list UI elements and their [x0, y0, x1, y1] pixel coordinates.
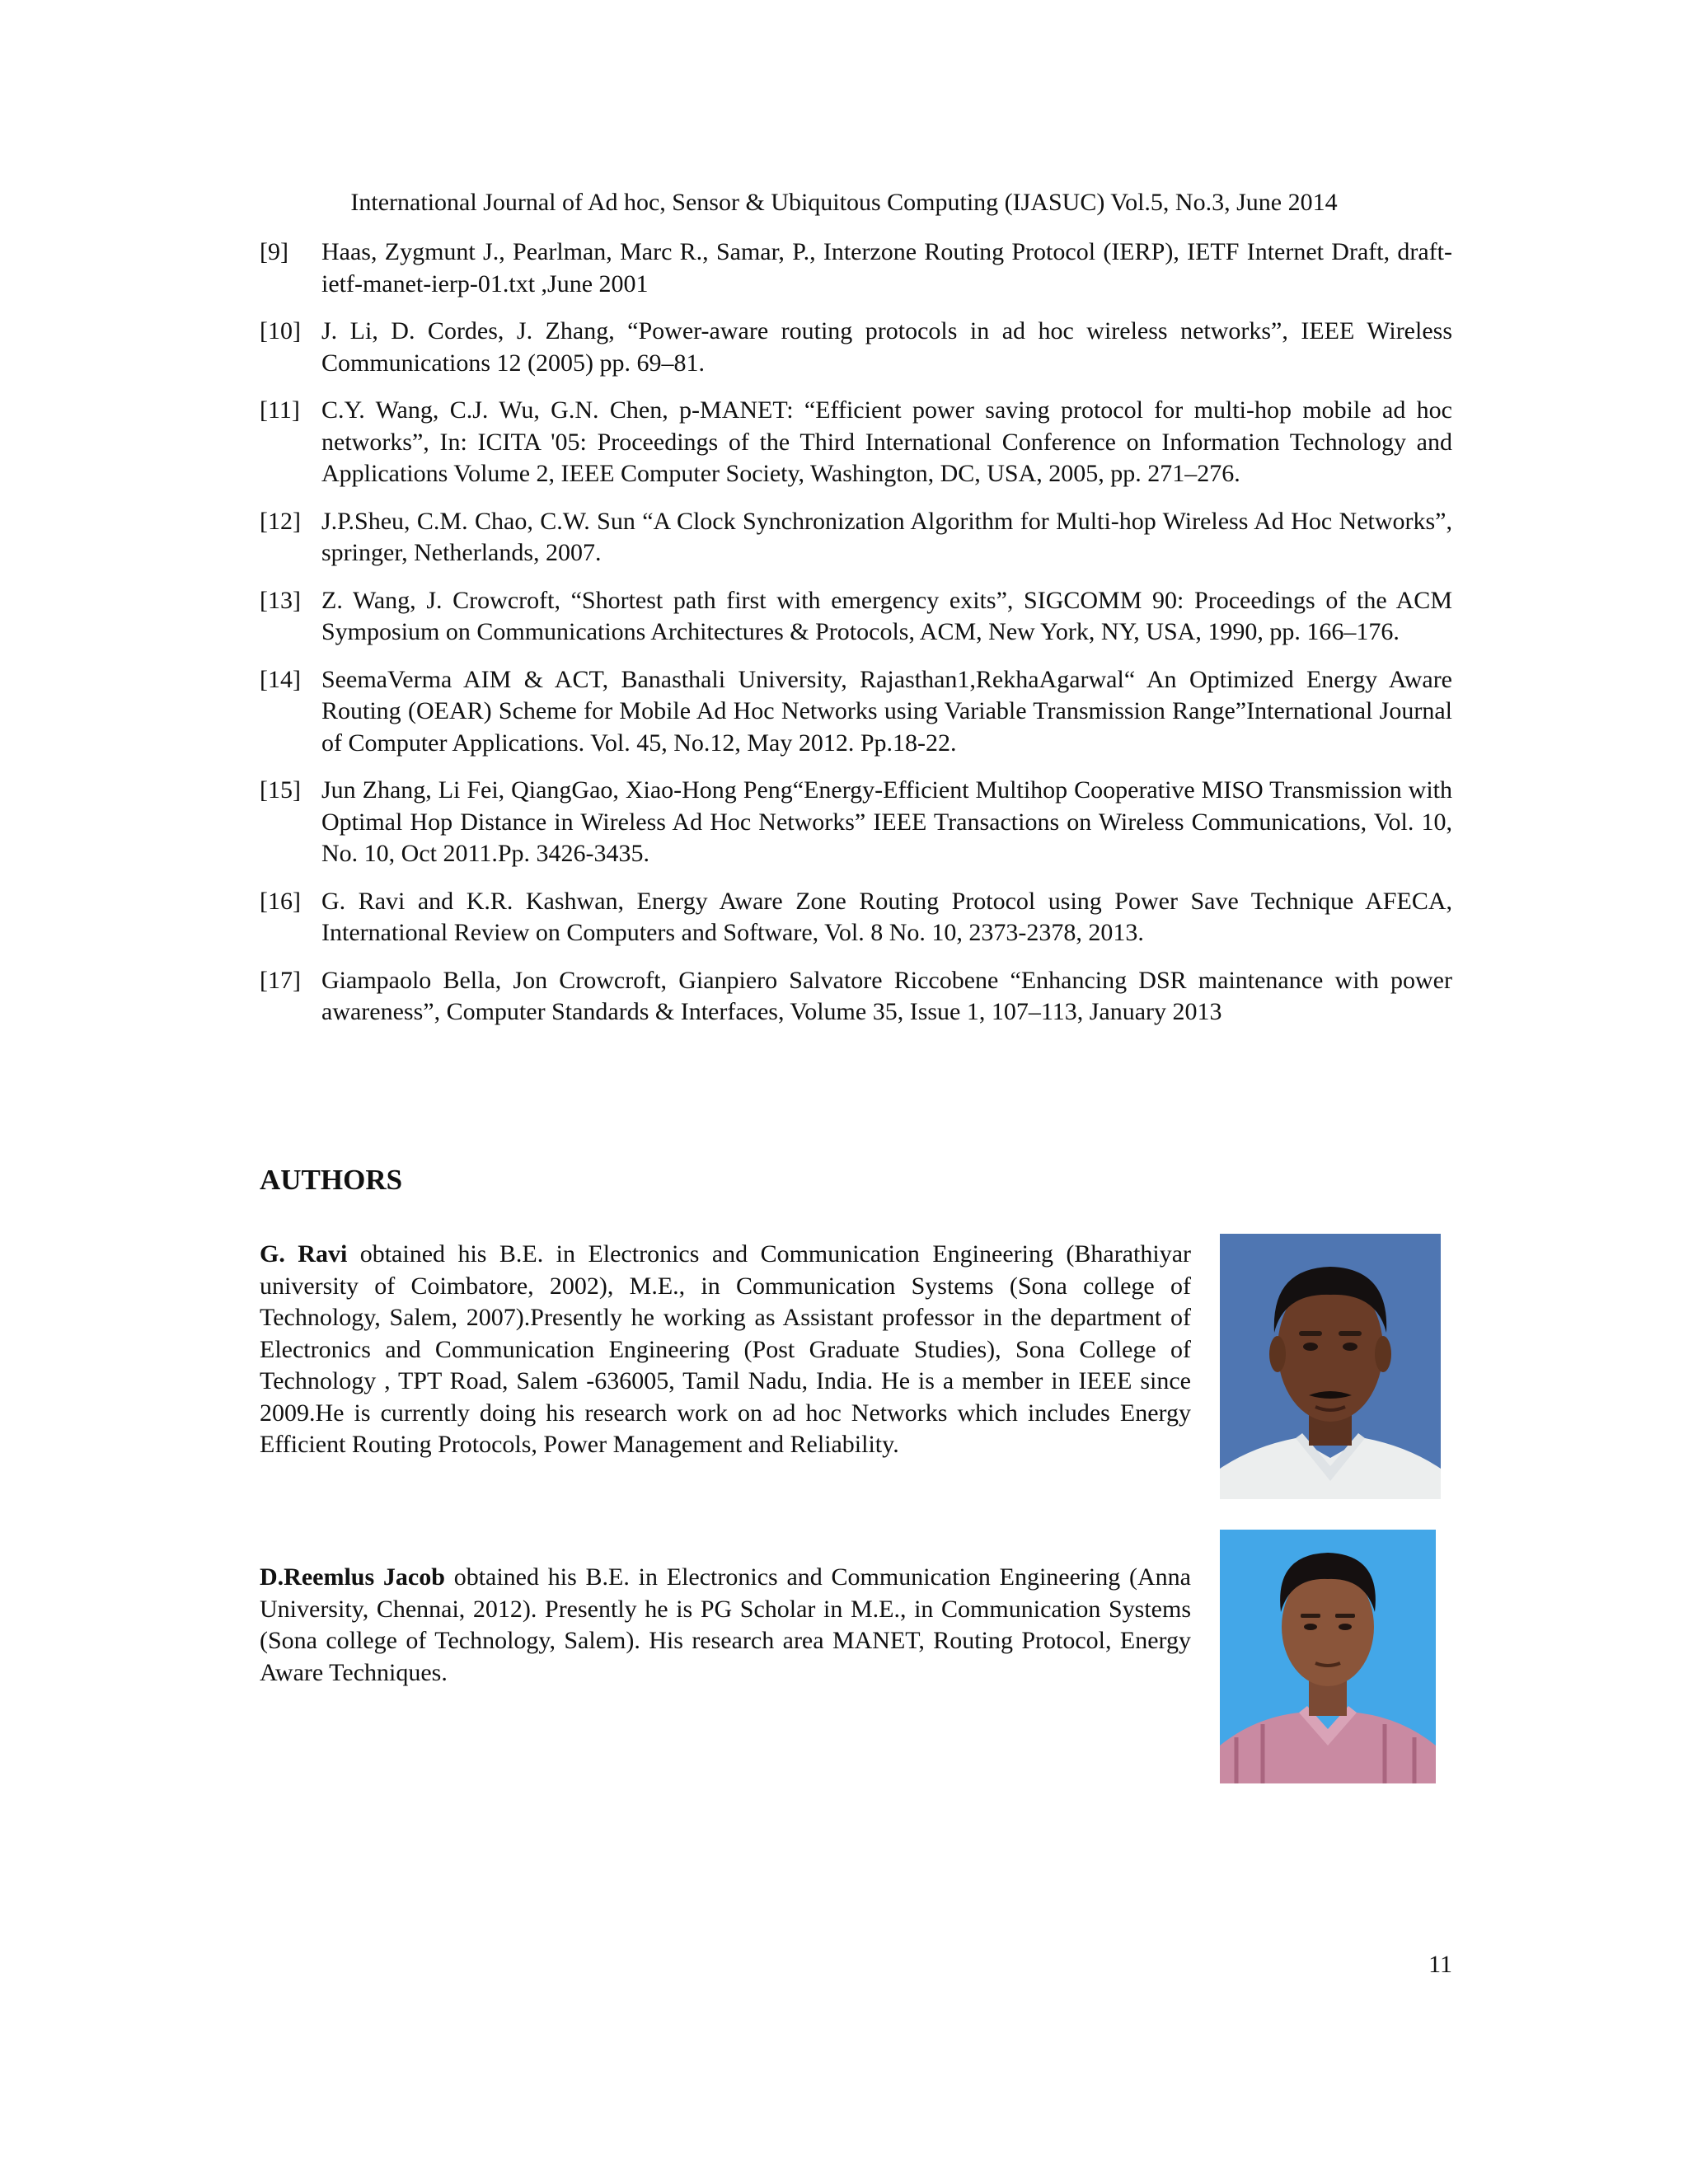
author-bio-ravi [260, 1239, 1191, 1461]
author-bio-text: obtained his B.E. in Electronics and Communication Engineering (Anna University, Chennai, 2012). Presently he is PG Scholar in M.E., in Communication Systems (Sona college of Technology, Salem). His research area MANET, Routing Protocol, Energy Aware Techniques. [260, 1563, 1191, 1686]
reference-item [260, 965, 1452, 1029]
reference-text: Giampaolo Bella, Jon Crowcroft, Gianpiero Salvatore Riccobene “Enhancing DSR maintenance with power awareness”, Computer Standards & Interfaces, Volume 35, Issue 1, 107–113, January 2013 [321, 966, 1452, 1025]
reference-text: J. Li, D. Cordes, J. Zhang, “Power-aware routing protocols in ad hoc wireless networks”, IEEE Wireless Communications 12 (2005) pp. 69–81. [321, 317, 1452, 377]
reference-text: G. Ravi and K.R. Kashwan, Energy Aware Zone Routing Protocol using Power Save Technique AFECA, International Review on Computers and Software, Vol. 8 No. 10, 2373-2378, 2013. [321, 887, 1452, 946]
author-photo-jacob [1220, 1530, 1436, 1783]
author-bio-text: obtained his B.E. in Electronics and Communication Engineering (Bharathiyar university of Coimbatore, 2002), M.E., in Communication Systems (Sona college of Technology, Salem, 2007).Presently he working as Assistant professor in the department of Electronics and Communication Engineering (Post Graduate Studies), Sona College of Technology , TPT Road, Salem -636005, Tamil Nadu, India. He is a member in IEEE since 2009.He is currently doing his research work on ad hoc Networks which includes Energy Efficient Routing Protocols, Power Management and Reliability. [260, 1240, 1191, 1458]
reference-list [260, 237, 1452, 1044]
reference-number: [17] [260, 966, 301, 994]
author-name: D.Reemlus Jacob [260, 1563, 445, 1591]
author-bio-jacob [260, 1562, 1191, 1689]
reference-text: Jun Zhang, Li Fei, QiangGao, Xiao-Hong Peng“Energy-Efficient Multihop Cooperative MISO Transmission with Optimal Hop Distance in Wireless Ad Hoc Networks” IEEE Transactions on Wireless Communications, Vol. 10, No. 10, Oct 2011.Pp. 3426-3435. [321, 776, 1452, 867]
reference-number: [15] [260, 776, 301, 804]
page-number: 11 [1428, 1951, 1452, 1978]
author-photo-ravi [1220, 1234, 1441, 1499]
authors-heading: AUTHORS [260, 1164, 403, 1196]
reference-item [260, 585, 1452, 649]
reference-text: Z. Wang, J. Crowcroft, “Shortest path first with emergency exits”, SIGCOMM 90: Proceedings of the ACM Symposium on Communications Architectures & Protocols, ACM, New York, NY, USA, 1990, pp. 166–176. [321, 586, 1452, 645]
reference-number: [10] [260, 317, 301, 344]
reference-item [260, 237, 1452, 300]
running-header: International Journal of Ad hoc, Sensor & Ubiquitous Computing (IJASUC) Vol.5, No.3, June 2014 [350, 189, 1338, 216]
reference-item [260, 664, 1452, 760]
reference-number: [14] [260, 665, 301, 693]
author-name: G. Ravi [260, 1240, 348, 1268]
reference-text: Haas, Zygmunt J., Pearlman, Marc R., Samar, P., Interzone Routing Protocol (IERP), IETF Internet Draft, draft-ietf-manet-ierp-01.txt ,June 2001 [321, 238, 1452, 298]
reference-number: [16] [260, 887, 301, 915]
reference-text: C.Y. Wang, C.J. Wu, G.N. Chen, p-MANET: “Efficient power saving protocol for multi-hop mobile ad hoc networks”, In: ICITA '05: Proceedings of the Third International Conference on Information Technology and Applications Volume 2, IEEE Computer Society, Washington, DC, USA, 2005, pp. 271–276. [321, 396, 1452, 487]
reference-item [260, 886, 1452, 949]
reference-number: [13] [260, 586, 301, 614]
reference-item [260, 775, 1452, 870]
reference-number: [11] [260, 396, 300, 424]
reference-item [260, 395, 1452, 490]
reference-number: [12] [260, 507, 301, 535]
reference-item [260, 506, 1452, 569]
reference-item [260, 316, 1452, 379]
reference-text: SeemaVerma AIM & ACT, Banasthali University, Rajasthan1,RekhaAgarwal“ An Optimized Energy Aware Routing (OEAR) Scheme for Mobile Ad Hoc Networks using Variable Transmission Range”International Journal of Computer Applications. Vol. 45, No.12, May 2012. Pp.18-22. [321, 665, 1452, 757]
reference-number: [9] [260, 238, 288, 265]
reference-text: J.P.Sheu, C.M. Chao, C.W. Sun “A Clock Synchronization Algorithm for Multi-hop Wireless Ad Hoc Networks”, springer, Netherlands, 2007. [321, 507, 1452, 566]
